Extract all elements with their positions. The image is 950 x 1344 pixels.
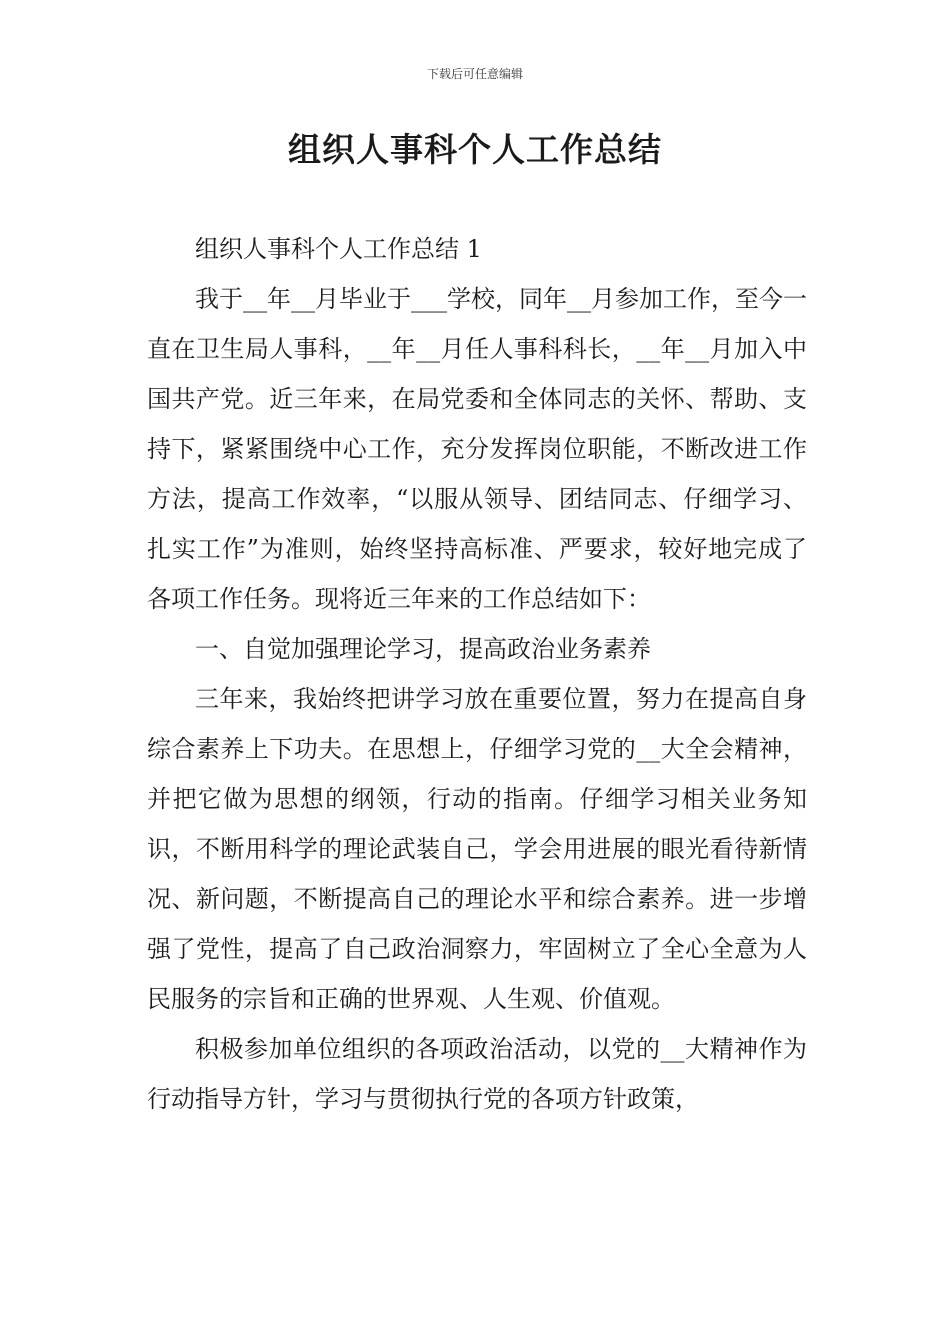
document-body <box>147 224 807 1124</box>
document-title: 组织人事科个人工作总结 <box>288 130 662 169</box>
paragraph-intro: 我于__年__月毕业于___学校，同年__月参加工作，至今一直在卫生局人事科，__年__月任人事科科长，__年__月加入中国共产党。近三年来，在局党委和全体同志的关怀、帮助、支持下，紧紧围绕中心工作，充分发挥岗位职能，不断改进工作方法，提高工作效率，“以服从领导、团结同志、仔细学习、扎实工作”为准则，始终坚持高标准、严要求，较好地完成了各项工作任务。现将近三年来的工作总结如下： <box>147 285 807 613</box>
section-subtitle: 组织人事科个人工作总结 1 <box>195 235 482 263</box>
section-heading-1: 一、自觉加强理论学习，提高政治业务素养 <box>195 635 651 663</box>
header-note: 下载后可任意编辑 <box>426 67 523 81</box>
paragraph-study: 三年来，我始终把讲学习放在重要位置，努力在提高自身综合素养上下功夫。在思想上，仔细学习党的__大全会精神，并把它做为思想的纲领，行动的指南。仔细学习相关业务知识，不断用科学的理论武装自己，学会用进展的眼光看待新情况、新问题，不断提高自己的理论水平和综合素养。进一步增强了党性，提高了自己政治洞察力，牢固树立了全心全意为人民服务的宗旨和正确的世界观、人生观、价值观。 <box>147 685 807 1013</box>
paragraph-activities: 积极参加单位组织的各项政治活动，以党的__大精神作为行动指导方针，学习与贯彻执行党的各项方针政策， <box>147 1035 807 1113</box>
